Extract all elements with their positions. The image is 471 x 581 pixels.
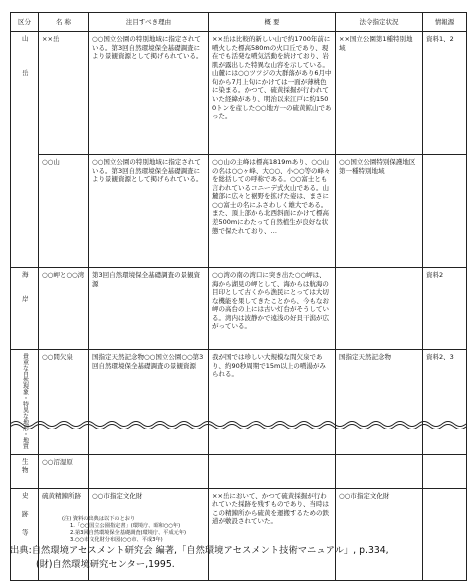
notes-intro: (注) 資料の出典は以下のとおり <box>62 516 136 522</box>
table-row <box>11 268 467 350</box>
caption-line-1: 出典:自然環境アセスメント研究会 編著,「自然環境アセスメント技術マニュアル」, p.334, <box>10 545 389 556</box>
category-coast: 海岸 <box>11 268 39 350</box>
row-name: ○○間欠泉 <box>39 350 89 455</box>
category-history: 史跡等 <box>11 488 39 580</box>
row-name: ○○岬と○○湾 <box>39 268 89 350</box>
header-reason: 注目すべき理由 <box>89 13 209 32</box>
header-category: 区分 <box>11 13 39 32</box>
row-source: 資料2、3 <box>423 350 467 455</box>
row-name: ○○山 <box>39 155 89 268</box>
landscape-resource-table <box>10 12 467 581</box>
row-name: 硫黄精錬所跡 <box>39 488 89 580</box>
row-law: ○○国立公園特別保護地区第一種特別地域 <box>336 155 423 268</box>
category-geology: 貴重な自然現象・特異な地形・地質 <box>11 350 39 455</box>
row-reason: ○○国立公園の特別地域に指定されている。第3回自然環境保全基礎調査により景観資源として掲げられている。 <box>89 155 209 268</box>
row-source <box>423 155 467 268</box>
source-caption <box>10 544 389 573</box>
table-notes <box>62 516 186 544</box>
row-law: ○○市指定文化財 <box>336 488 423 580</box>
row-source: 資料2 <box>423 268 467 350</box>
row-summary: 我が国では珍しい大規模な間欠泉であり、約90秒周期で15m以上の噴湯がみられる。 <box>209 350 336 455</box>
row-law: ××国立公園第1種特別地域 <box>336 32 423 155</box>
row-law <box>336 454 423 488</box>
row-reason: 第3回自然環境保全基礎調査の景観資源 <box>89 268 209 350</box>
row-law: 国指定天然記念物 <box>336 350 423 455</box>
row-summary: ○○湾の南の湾口に突き出た○○岬は、海から湖見の岬として、海からは航海の目印として古くから漁民にとっては大切な機能を果してきたことから、今もなお岬の高台の上には古い灯台がそうしている。湾内は波静かで遠浅の好貝干潟が広がっている。 <box>209 268 336 350</box>
row-law <box>336 268 423 350</box>
row-reason: 国指定天然記念物○○国立公園○○第3回自然環境保全基礎調査の景観資源 <box>89 350 209 455</box>
row-reason <box>89 454 209 488</box>
table-row <box>11 350 467 455</box>
row-source <box>423 454 467 488</box>
row-reason: ○○国立公園の特別地域に指定されている。第3回自然環境保全基礎調査により景観資源として掲げられている。 <box>89 32 209 155</box>
category-mountain: 山岳 <box>11 32 39 268</box>
row-reason: ○○市指定文化財 <box>89 488 209 580</box>
row-summary: ○○山の主峰は標高1819mあり、○○山の名は○○ヶ峰、大○○、小○○等の峰々を総括しての呼称である。○○富士とも言われているコニーデ式火山である。山麓部に広々と裾野を拡げた姿は、まさに○○富士の名にふさわしく雄大である。また、頂上部から北西斜面にかけて標高差500mにわたって自然植生が良好な状態で保たれており、… <box>209 155 336 268</box>
row-name: ○○沼湿原 <box>39 454 89 488</box>
category-biology: 生物 <box>11 454 39 488</box>
header-source: 情報源 <box>423 13 467 32</box>
header-summary: 概 要 <box>209 13 336 32</box>
table-row <box>11 32 467 155</box>
row-summary: ××岳において、かつて硫黄採掘が行われていた採跡を残すものであり、当時はこの精錬所から硫黄を運搬するための鉄道が敷設されていた。 <box>209 488 336 580</box>
row-source: 資料1、2 <box>423 32 467 155</box>
notes-item: 3.○○市文化財分布図(○○市、平成3年) <box>70 537 163 544</box>
caption-line-2: (財)自然環境研究センター,1995. <box>36 559 175 571</box>
table-row <box>11 155 467 268</box>
header-name: 名 称 <box>39 13 89 32</box>
wavy-break-line <box>10 419 466 429</box>
header-law: 法令指定状況 <box>336 13 423 32</box>
table-row <box>11 454 467 488</box>
notes-item: 2.第3回自然環境保全基礎調査(環境庁、平成元年) <box>70 530 187 537</box>
notes-item: 1.「○○国立公園指定書」(環境庁、昭和○○年) <box>70 523 181 530</box>
table-header-row <box>11 13 467 32</box>
row-summary <box>209 454 336 488</box>
row-name: ××岳 <box>39 32 89 155</box>
row-summary: ××岳は比較的新しい山で約1700年前に噴火した標高580mの火口丘であり、現在でも活発な噴気活動を続けており、岩肌が露出した特異な山容を示している。山麓には○○ツツジの大群落があり6月中旬から7月上旬にかけては一面が薄桃色に染まる。かつて、硫黄採掘が行われていた経緯があり、明治以来江戸に約1500トンを産した○○地方一の硫黄鉱山であった。 <box>209 32 336 155</box>
row-source <box>423 488 467 580</box>
